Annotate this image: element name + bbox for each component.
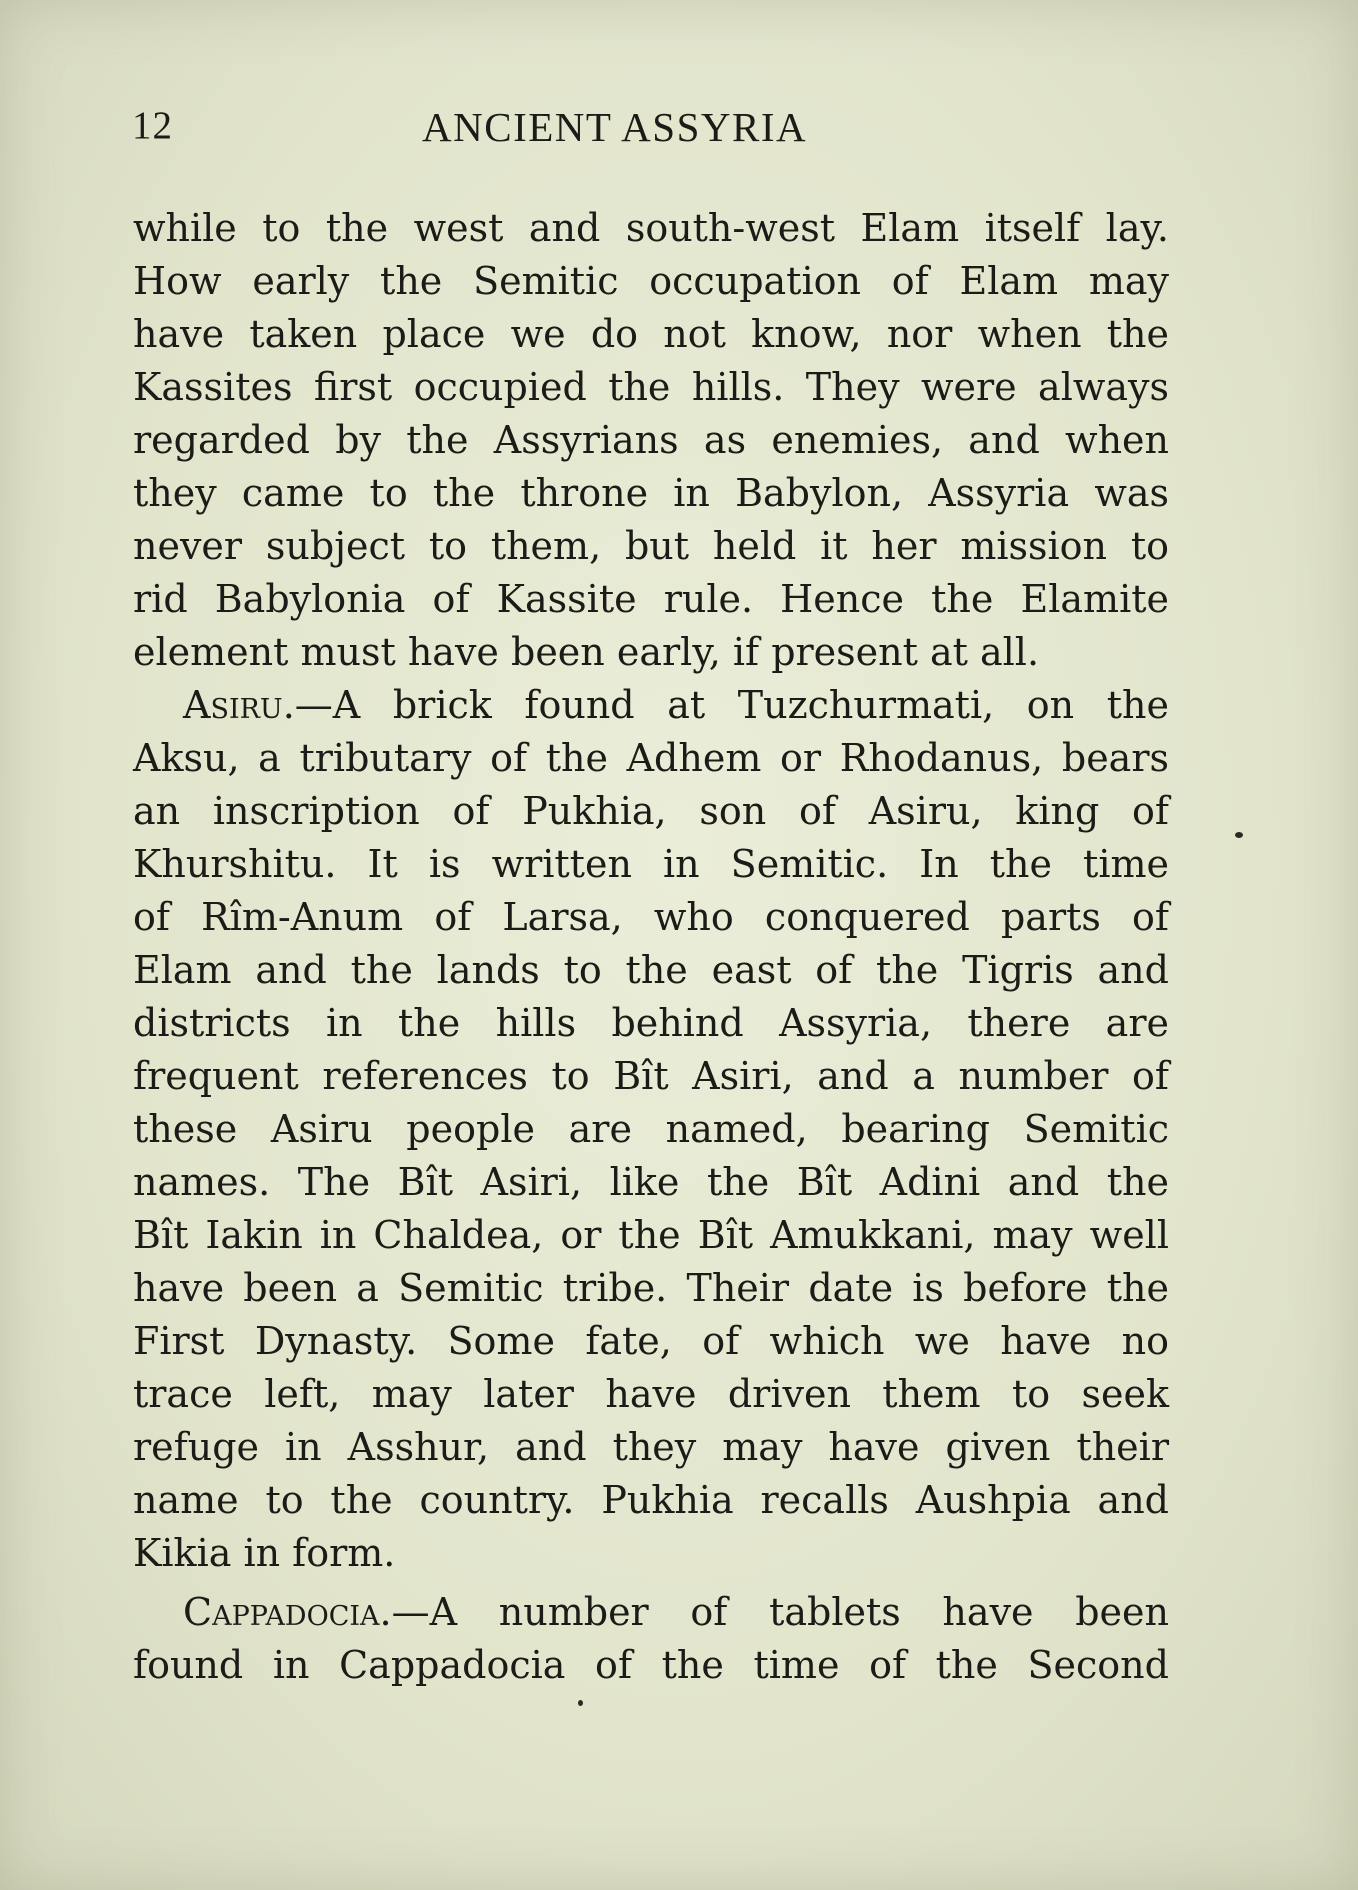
text-line (133, 1586, 1169, 1639)
text-line: of Rîm-Anum of Larsa, who conquered parts of (133, 895, 1169, 939)
text-line: have been a Semitic tribe. Their date is before the (133, 1266, 1169, 1310)
section-heading-cappadocia: Cappadocia. (183, 1590, 392, 1634)
text-line: regarded by the Assyrians as enemies, and when (133, 418, 1169, 462)
text-line: names. The Bît Asiri, like the Bît Adini and the (133, 1160, 1169, 1204)
text-line: an inscription of Pukhia, son of Asiru, king of (133, 789, 1169, 833)
text-line: Elam and the lands to the east of the Tigris and (133, 948, 1169, 992)
text-line: Khurshitu. It is written in Semitic. In the time (133, 842, 1169, 886)
text-line: First Dynasty. Some fate, of which we have no (133, 1319, 1169, 1363)
text-line: name to the country. Pukhia recalls Aushpia and (133, 1478, 1169, 1522)
running-head: ANCIENT ASSYRIA (422, 104, 808, 150)
text-line: never subject to them, but held it her mission to (133, 524, 1169, 568)
body-text (133, 202, 1169, 1692)
ink-speck (1235, 832, 1243, 838)
section-heading-asiru: Asiru. (183, 683, 295, 727)
ink-speck (578, 1700, 583, 1706)
text-line: Aksu, a tributary of the Adhem or Rhodanus, bears (133, 736, 1169, 780)
text-line: trace left, may later have driven them to seek (133, 1372, 1169, 1416)
text-line: How early the Semitic occupation of Elam may (133, 259, 1169, 303)
paragraph-elam (133, 202, 1169, 679)
text-line: rid Babylonia of Kassite rule. Hence the Elamite (133, 577, 1169, 621)
paragraph-asiru (133, 679, 1169, 1580)
text-line: element must have been early, if present at all. (133, 630, 1040, 674)
text-line-content: —A brick found at Tuzchurmati, on the (294, 683, 1169, 727)
text-line: frequent references to Bît Asiri, and a number of (133, 1054, 1169, 1098)
text-line (133, 679, 1169, 732)
text-line-content: —A number of tablets have been (391, 1590, 1169, 1634)
text-line: Kikia in form. (133, 1531, 396, 1575)
text-line: these Asiru people are named, bearing Semitic (133, 1107, 1169, 1151)
text-line: found in Cappadocia of the time of the Second (133, 1643, 1169, 1687)
text-line: have taken place we do not know, nor when the (133, 312, 1169, 356)
text-line: Bît Iakin in Chaldea, or the Bît Amukkani, may well (133, 1213, 1169, 1257)
paragraph-cappadocia (133, 1586, 1169, 1692)
page-header (132, 103, 1162, 163)
text-line: Kassites first occupied the hills. They were always (133, 365, 1169, 409)
page-number: 12 (132, 104, 173, 147)
text-line: they came to the throne in Babylon, Assyria was (133, 471, 1169, 515)
text-line: while to the west and south-west Elam itself lay. (133, 206, 1169, 250)
text-line: districts in the hills behind Assyria, there are (133, 1001, 1169, 1045)
text-line: refuge in Asshur, and they may have given their (133, 1425, 1169, 1469)
